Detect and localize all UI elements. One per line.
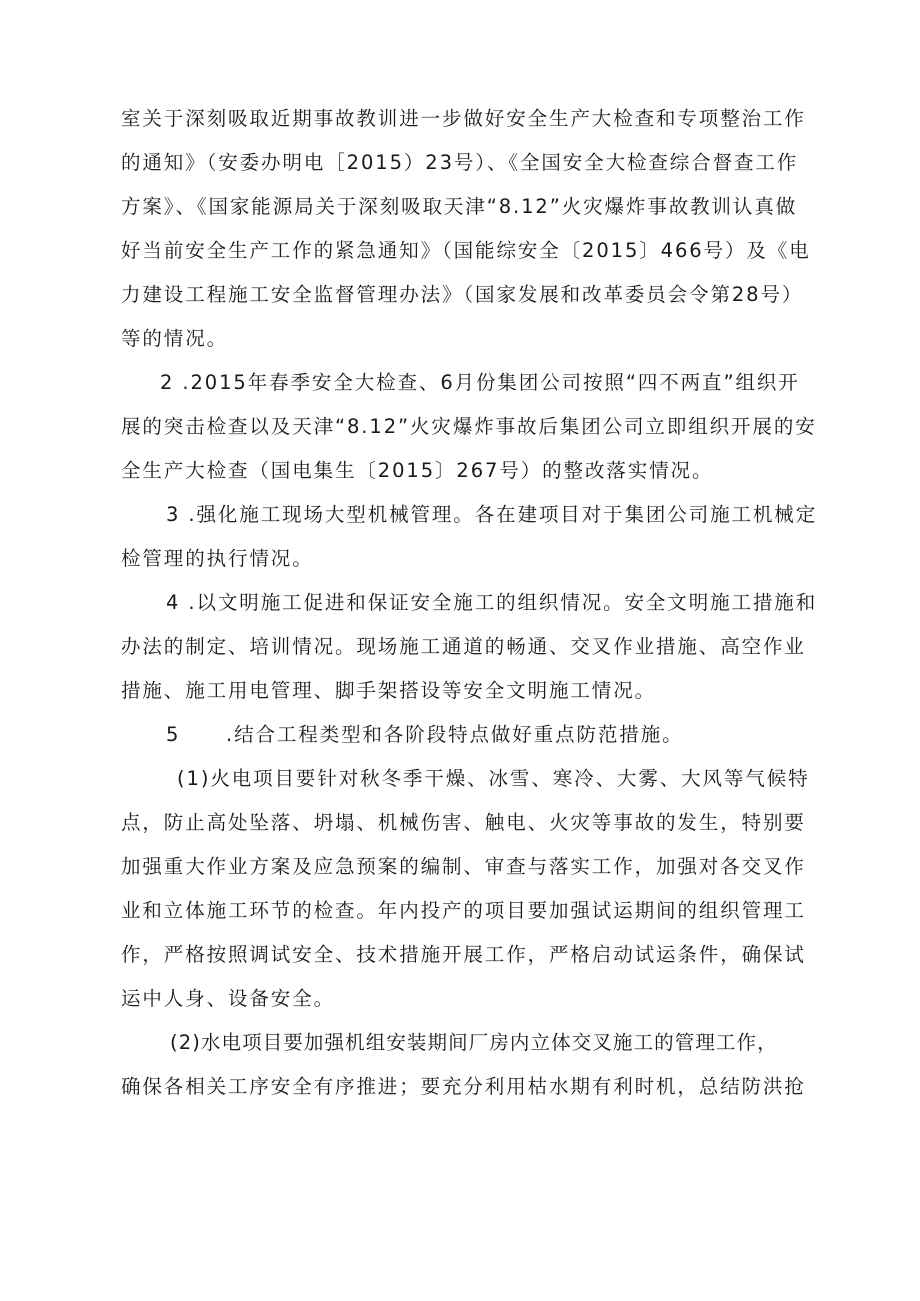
paragraph-line: 力建设工程施工安全监督管理办法》（国家发展和改革委员会令第28号） bbox=[121, 283, 804, 306]
paragraph-line: 好当前安全生产工作的紧急通知》（国能综安全〔2015〕466号）及《电 bbox=[121, 239, 811, 262]
list-item-4-line: 4 .以文明施工促进和保证安全施工的组织情况。安全文明施工措施和 bbox=[166, 591, 818, 614]
list-item-2-line: 全生产大检查（国电集生〔2015〕267号）的整改落实情况。 bbox=[121, 459, 714, 482]
sub-item-1-line: (1)火电项目要针对秋冬季干燥、冰雪、寒冷、大雾、大风等气候特 bbox=[177, 767, 810, 790]
sub-item-1-line: 作，严格按照调试安全、技术措施开展工作，严格启动试运条件，确保试 bbox=[121, 943, 806, 966]
paragraph-line: 室关于深刻吸取近期事故教训进一步做好安全生产大检查和专项整治工作 bbox=[121, 107, 806, 130]
sub-item-1-line: 点，防止高处坠落、坍塌、机械伤害、触电、火灾等事故的发生，特别要 bbox=[121, 811, 806, 834]
list-item-2-line: 展的突击检查以及天津“8.12”火灾爆炸事故后集团公司立即组织开展的安 bbox=[121, 415, 817, 438]
list-item-4-line: 办法的制定、培训情况。现场施工通道的畅通、交叉作业措施、高空作业 bbox=[121, 635, 806, 658]
list-item-3-line: 检管理的执行情况。 bbox=[121, 547, 314, 570]
paragraph-line: 的通知》（安委办明电［2015）23号）、《全国安全大检查综合督查工作 bbox=[121, 151, 799, 174]
paragraph-line: 方案》、《国家能源局关于深刻吸取天津“8.12”火灾爆炸事故教训认真做 bbox=[121, 195, 798, 218]
list-item-5-number: 5 bbox=[166, 723, 181, 746]
list-item-2-line: 2 .2015年春季安全大检查、6月份集团公司按照“四不两直”组织开 bbox=[160, 371, 800, 394]
sub-item-1-line: 运中人身、设备安全。 bbox=[121, 987, 336, 1010]
list-item-3-line: 3 .强化施工现场大型机械管理。各在建项目对于集团公司施工机械定 bbox=[166, 503, 818, 526]
sub-item-2-line: (2)水电项目要加强机组安装期间厂房内立体交叉施工的管理工作， bbox=[170, 1031, 778, 1054]
list-item-4-line: 措施、施工用电管理、脚手架搭设等安全文明施工情况。 bbox=[121, 679, 657, 702]
sub-item-1-line: 业和立体施工环节的检查。年内投产的项目要加强试运期间的组织管理工 bbox=[121, 899, 806, 922]
paragraph-line: 等的情况。 bbox=[121, 327, 229, 350]
list-item-5 bbox=[166, 722, 684, 748]
list-item-5-text: .结合工程类型和各阶段特点做好重点防范措施。 bbox=[226, 723, 684, 746]
sub-item-2-line: 确保各相关工序安全有序推进；要充分利用枯水期有利时机，总结防洪抢 bbox=[121, 1075, 806, 1098]
sub-item-1-line: 加强重大作业方案及应急预案的编制、审查与落实工作，加强对各交叉作 bbox=[121, 855, 806, 878]
